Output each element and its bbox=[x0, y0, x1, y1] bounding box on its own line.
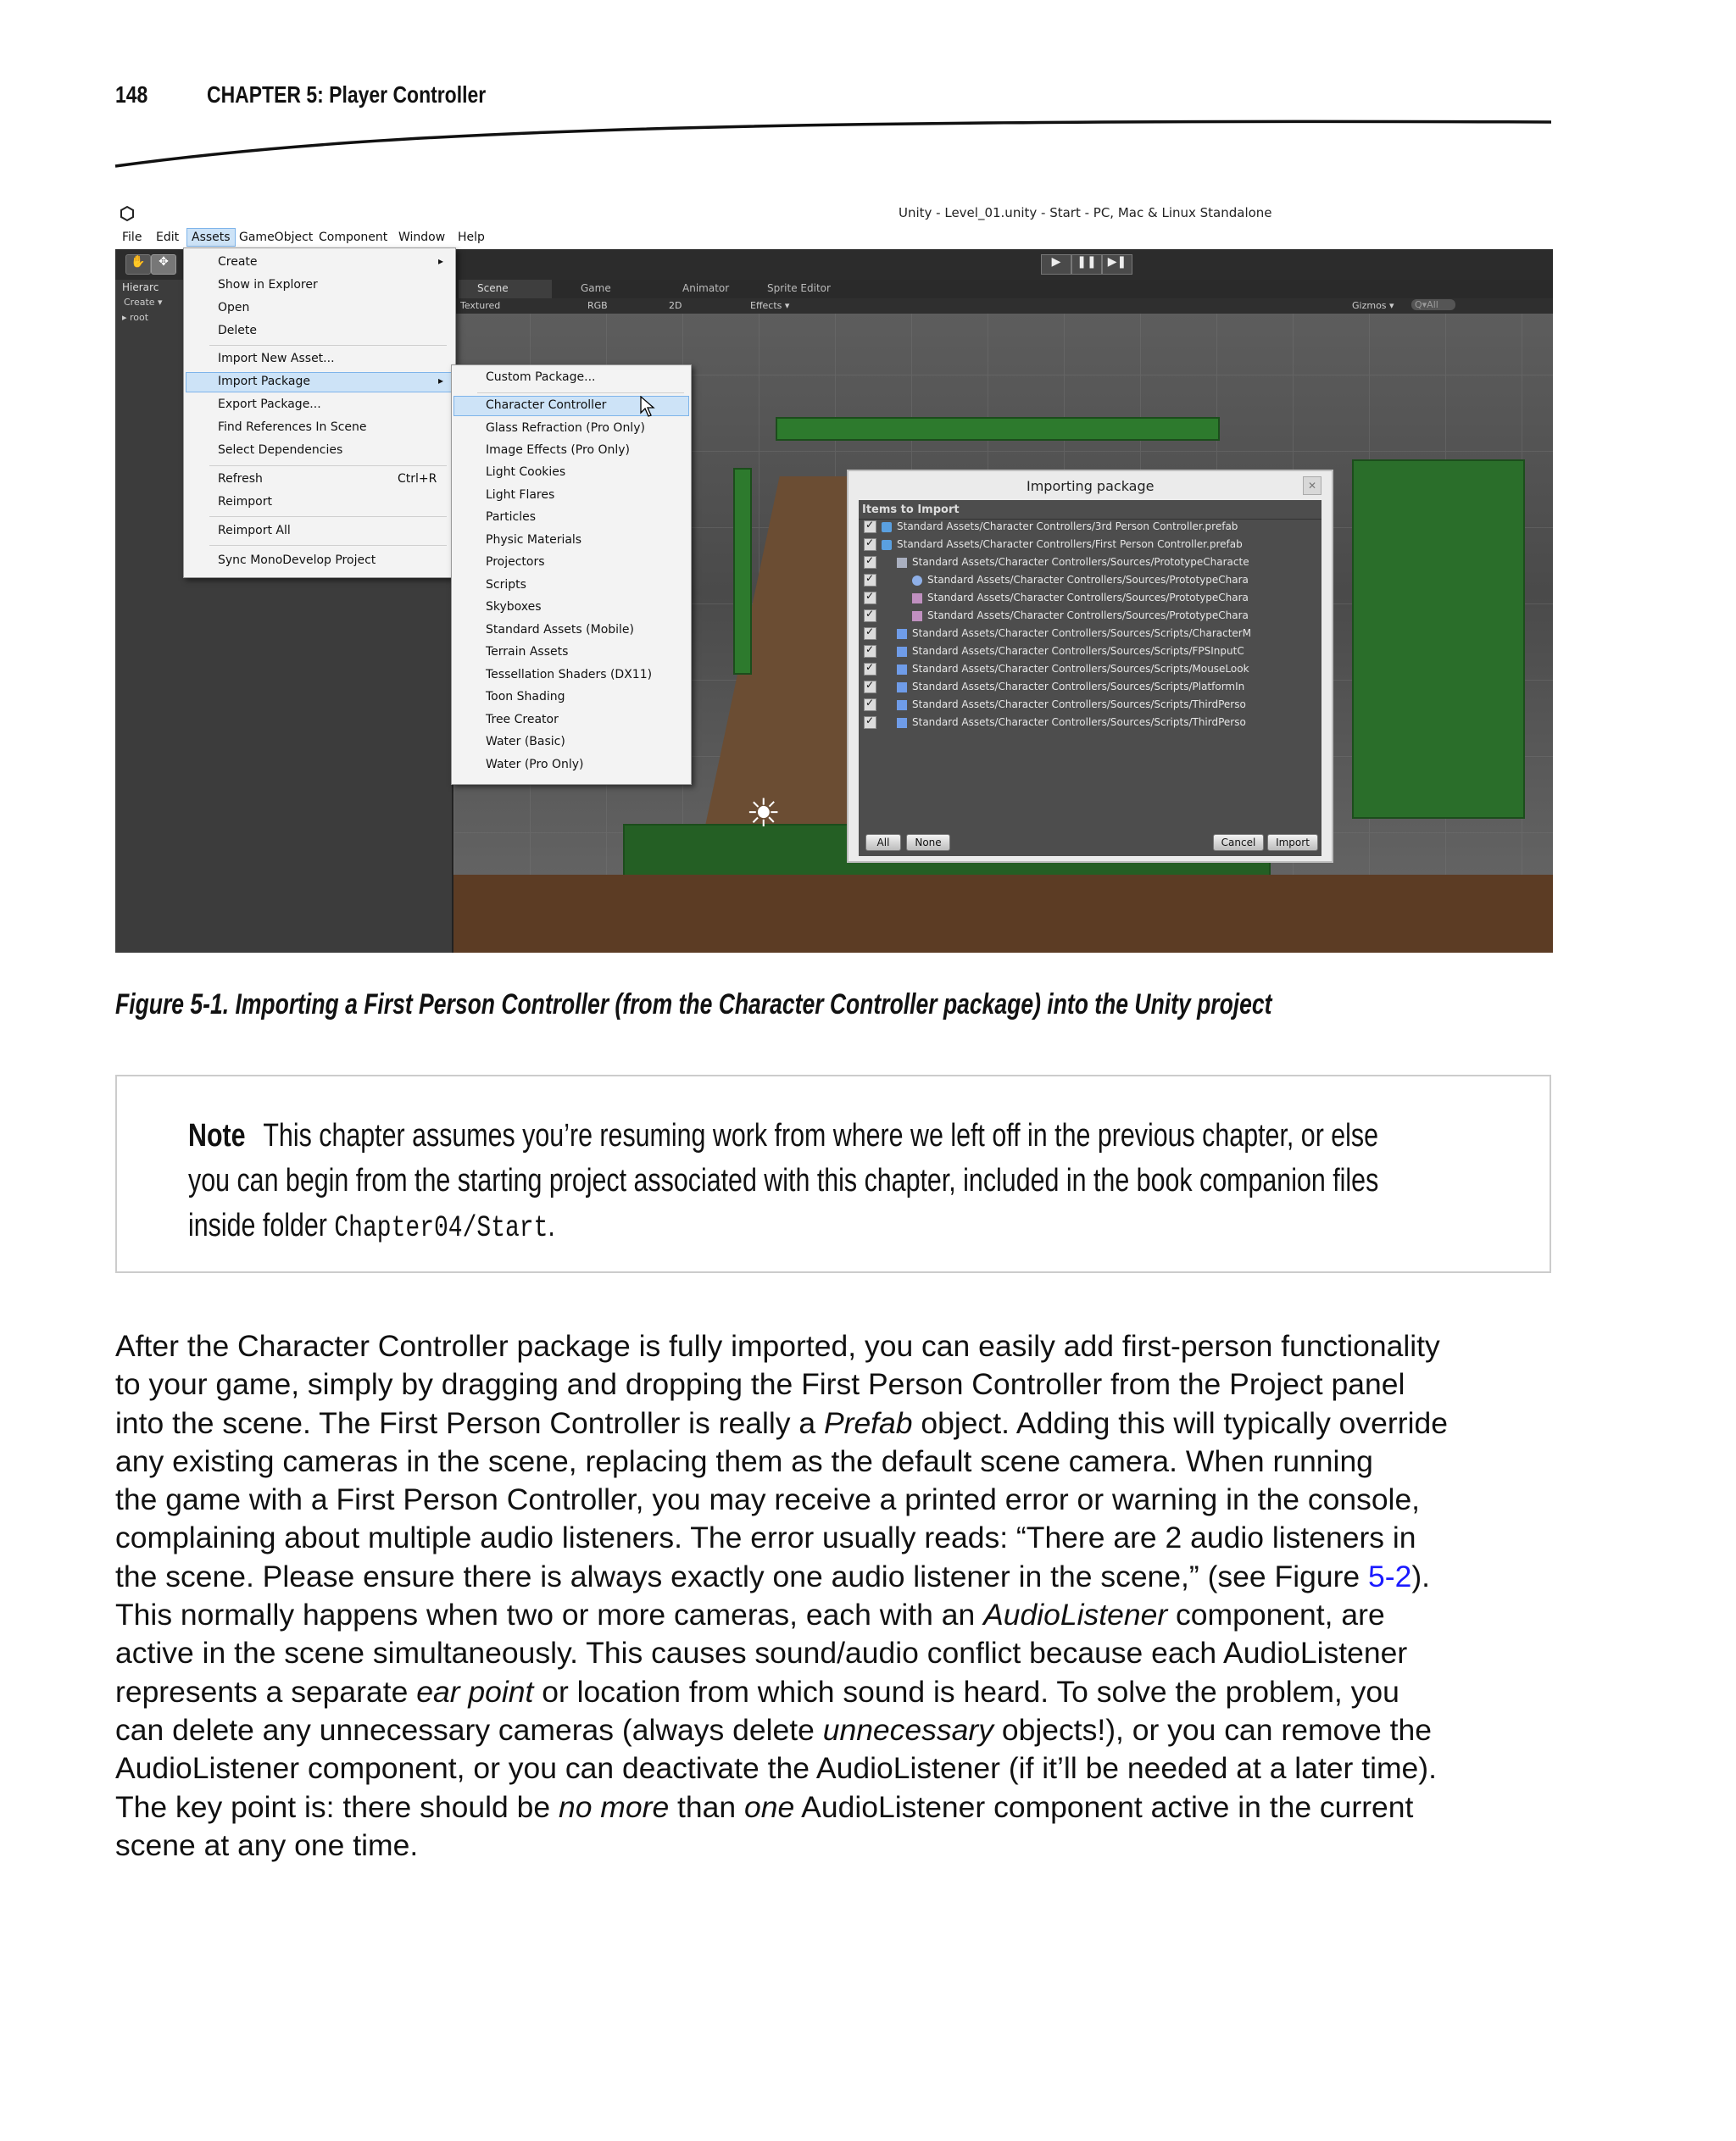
note-box bbox=[115, 1075, 1551, 1273]
item-path: Standard Assets/Character Controllers/Sources/Scripts/CharacterM bbox=[912, 627, 1252, 639]
import-item[interactable] bbox=[864, 520, 1318, 538]
play-button[interactable]: ▶ bbox=[1041, 254, 1071, 275]
submenu-light-flares[interactable]: Light Flares bbox=[486, 488, 555, 502]
figure-caption: Figure 5-1. Importing a First Person Controller (from the Character Controller package) into the Unity project bbox=[115, 988, 1272, 1020]
submenu-standard-assets-mobile[interactable]: Standard Assets (Mobile) bbox=[486, 623, 634, 637]
item-path: Standard Assets/Character Controllers/Sources/PrototypeCharacte bbox=[912, 556, 1249, 568]
import-item[interactable] bbox=[864, 592, 1318, 609]
all-button[interactable]: All bbox=[865, 834, 901, 851]
hierarchy-tab[interactable]: Hierarc bbox=[122, 281, 159, 293]
menu-gameobject[interactable]: GameObject bbox=[239, 231, 314, 244]
menu-edit[interactable]: Edit bbox=[156, 231, 180, 244]
checkbox[interactable] bbox=[864, 609, 876, 622]
body-line: AudioListener component, or you can deactivate the AudioListener (if it’ll be needed at a later time). bbox=[115, 1751, 1437, 1786]
menu-item-show-in-explorer[interactable]: Show in Explorer bbox=[218, 278, 318, 292]
item-path: Standard Assets/Character Controllers/First Person Controller.prefab bbox=[897, 538, 1243, 550]
import-package-submenu-arrow: ▸ bbox=[438, 375, 444, 386]
import-item[interactable] bbox=[864, 663, 1318, 681]
import-item[interactable] bbox=[864, 681, 1318, 698]
item-path: Standard Assets/Character Controllers/Sources/Scripts/FPSInputC bbox=[912, 645, 1244, 657]
body-line: into the scene. The First Person Controller is really a Prefab object. Adding this will typically override bbox=[115, 1405, 1448, 1440]
scene-tab[interactable] bbox=[459, 280, 552, 298]
menu-help[interactable]: Help bbox=[458, 231, 485, 244]
script-icon bbox=[897, 682, 907, 692]
script-icon bbox=[897, 700, 907, 710]
note-line: This chapter assumes you’re resuming work from where we left off in the previous chapter, or else bbox=[263, 1118, 1379, 1154]
texture-icon bbox=[912, 611, 922, 621]
pause-button[interactable]: ❚❚ bbox=[1071, 254, 1102, 275]
menu-separator bbox=[209, 516, 447, 517]
none-button[interactable]: None bbox=[906, 834, 950, 851]
scene-wall-1 bbox=[733, 468, 752, 675]
texture-icon bbox=[912, 593, 922, 603]
unity-logo-icon bbox=[119, 205, 136, 222]
import-item[interactable] bbox=[864, 574, 1318, 592]
menu-separator bbox=[209, 345, 447, 346]
submenu-terrain-assets[interactable]: Terrain Assets bbox=[486, 645, 569, 659]
submenu-tree-creator[interactable]: Tree Creator bbox=[486, 713, 559, 726]
menu-bar bbox=[115, 227, 1553, 250]
note-line: you can begin from the starting project associated with this chapter, included in the book companion files bbox=[188, 1163, 1379, 1198]
checkbox[interactable] bbox=[864, 663, 876, 676]
dialog-title: Importing package bbox=[1027, 478, 1155, 494]
submenu-glass-refraction[interactable]: Glass Refraction (Pro Only) bbox=[486, 421, 645, 435]
menu-item-delete[interactable]: Delete bbox=[218, 324, 257, 337]
submenu-projectors[interactable]: Projectors bbox=[486, 555, 545, 569]
menu-item-reimport[interactable]: Reimport bbox=[218, 495, 272, 509]
material-icon bbox=[912, 576, 922, 586]
animator-tab[interactable]: Animator bbox=[682, 282, 730, 294]
checkbox[interactable] bbox=[864, 538, 876, 551]
menu-item-refresh[interactable]: Refresh bbox=[218, 472, 263, 486]
menu-item-sync-monodevelop[interactable]: Sync MonoDevelop Project bbox=[218, 553, 376, 567]
menu-file[interactable]: File bbox=[122, 231, 142, 244]
body-line: active in the scene simultaneously. This causes sound/audio conflict because each AudioListener bbox=[115, 1636, 1408, 1671]
menu-separator bbox=[209, 545, 447, 546]
window-titlebar bbox=[115, 200, 1553, 227]
body-paragraph bbox=[115, 1327, 1556, 1865]
submenu-particles[interactable]: Particles bbox=[486, 510, 537, 524]
checkbox[interactable] bbox=[864, 627, 876, 640]
import-item[interactable] bbox=[864, 698, 1318, 716]
items-header-bar bbox=[859, 519, 1321, 520]
body-line: the scene. Please ensure there is always exactly one audio listener in the scene,” (see Figure 5-2). bbox=[115, 1559, 1430, 1593]
sprite-editor-tab[interactable]: Sprite Editor bbox=[767, 282, 831, 294]
menu-item-import-new-asset[interactable]: Import New Asset... bbox=[218, 352, 335, 365]
checkbox[interactable] bbox=[864, 592, 876, 604]
checkbox[interactable] bbox=[864, 698, 876, 711]
import-package-submenu bbox=[451, 364, 692, 785]
import-item[interactable] bbox=[864, 627, 1318, 645]
submenu-toon-shading[interactable]: Toon Shading bbox=[486, 690, 565, 703]
item-path: Standard Assets/Character Controllers/Sources/PrototypeChara bbox=[927, 609, 1249, 621]
body-line: the game with a First Person Controller, you may receive a printed error or warning in the console, bbox=[115, 1482, 1421, 1517]
checkbox[interactable] bbox=[864, 556, 876, 569]
light-gizmo-icon: ☀ bbox=[746, 790, 782, 836]
checkbox[interactable] bbox=[864, 645, 876, 658]
refresh-shortcut: Ctrl+R bbox=[398, 472, 437, 486]
note-label: Note bbox=[188, 1118, 246, 1154]
body-line: any existing cameras in the scene, replacing them as the default scene camera. When running bbox=[115, 1443, 1373, 1478]
prefab-icon bbox=[882, 522, 892, 532]
scene-search[interactable]: Q▾All bbox=[1411, 299, 1455, 310]
body-line: represents a separate ear point or location from which sound is heard. To solve the problem, you bbox=[115, 1674, 1399, 1709]
import-item[interactable] bbox=[864, 716, 1318, 734]
item-path: Standard Assets/Character Controllers/Sources/PrototypeChara bbox=[927, 574, 1249, 586]
submenu-scripts[interactable]: Scripts bbox=[486, 578, 526, 592]
menu-item-select-dependencies[interactable]: Select Dependencies bbox=[218, 443, 343, 457]
scene-wall-4 bbox=[1352, 459, 1525, 819]
create-submenu-arrow: ▸ bbox=[438, 255, 444, 267]
item-path: Standard Assets/Character Controllers/Sources/Scripts/PlatformIn bbox=[912, 681, 1245, 692]
import-button[interactable]: Import bbox=[1267, 834, 1318, 851]
items-to-import-header: Items to Import bbox=[862, 503, 960, 516]
shading-mode[interactable]: Textured bbox=[460, 300, 501, 311]
item-path: Standard Assets/Character Controllers/Sources/Scripts/MouseLook bbox=[912, 663, 1249, 675]
body-line: scene at any one time. bbox=[115, 1827, 419, 1862]
scene-floor-2 bbox=[453, 875, 1553, 953]
script-icon bbox=[897, 629, 907, 639]
body-line: This normally happens when two or more cameras, each with an AudioListener component, are bbox=[115, 1598, 1385, 1632]
checkbox[interactable] bbox=[864, 520, 876, 533]
submenu-physic-materials[interactable]: Physic Materials bbox=[486, 533, 582, 547]
menu-item-open[interactable]: Open bbox=[218, 301, 250, 314]
dialog-close-button[interactable]: ✕ bbox=[1303, 476, 1321, 495]
submenu-character-controller[interactable]: Character Controller bbox=[486, 398, 607, 412]
note-text bbox=[188, 1114, 1379, 1251]
body-line: can delete any unnecessary cameras (always delete unnecessary objects!), or you can remove the bbox=[115, 1712, 1432, 1747]
scene-options-bar bbox=[453, 298, 1553, 314]
menu-item-import-package[interactable]: Import Package bbox=[218, 375, 310, 388]
menu-item-find-references[interactable]: Find References In Scene bbox=[218, 420, 367, 434]
figure-5-2-link[interactable]: 5-2 bbox=[1368, 1559, 1412, 1593]
window-title: Unity - Level_01.unity - Start - PC, Mac & Linux Standalone bbox=[899, 205, 1272, 220]
submenu-separator bbox=[477, 392, 684, 393]
header-swoosh bbox=[110, 110, 1560, 171]
script-icon bbox=[897, 718, 907, 728]
gizmos-dropdown[interactable]: Gizmos ▾ bbox=[1352, 300, 1394, 311]
note-line-end: . bbox=[548, 1208, 555, 1243]
hand-tool-button[interactable]: ✋ bbox=[125, 254, 151, 275]
importing-package-dialog bbox=[847, 470, 1333, 863]
game-tab[interactable]: Game bbox=[581, 282, 611, 294]
step-button[interactable]: ▶❚ bbox=[1102, 254, 1132, 275]
mouse-cursor-icon bbox=[640, 396, 655, 418]
menu-item-export-package[interactable]: Export Package... bbox=[218, 398, 321, 411]
submenu-custom-package[interactable]: Custom Package... bbox=[486, 370, 596, 384]
submenu-skyboxes[interactable]: Skyboxes bbox=[486, 600, 542, 614]
script-icon bbox=[897, 647, 907, 657]
menu-item-create[interactable]: Create bbox=[218, 255, 258, 269]
scene-tab-label: Scene bbox=[477, 282, 509, 294]
chapter-title: CHAPTER 5: Player Controller bbox=[207, 81, 487, 108]
import-item[interactable] bbox=[864, 645, 1318, 663]
item-path: Standard Assets/Character Controllers/Sources/Scripts/ThirdPerso bbox=[912, 698, 1246, 710]
dialog-body bbox=[859, 500, 1321, 856]
submenu-tessellation-shaders[interactable]: Tessellation Shaders (DX11) bbox=[486, 668, 653, 681]
menu-assets[interactable]: Assets bbox=[186, 228, 236, 247]
assets-menu bbox=[183, 247, 456, 578]
menu-separator bbox=[209, 465, 447, 466]
hierarchy-root[interactable]: ▸ root bbox=[122, 312, 149, 323]
item-path: Standard Assets/Character Controllers/Sources/Scripts/ThirdPerso bbox=[912, 716, 1246, 728]
submenu-water-pro[interactable]: Water (Pro Only) bbox=[486, 758, 584, 771]
body-line: complaining about multiple audio listeners. The error usually reads: “There are 2 audio listeners in bbox=[115, 1521, 1416, 1555]
note-line: inside folder bbox=[188, 1208, 335, 1243]
item-path: Standard Assets/Character Controllers/Sources/PrototypeChara bbox=[927, 592, 1249, 603]
menu-item-reimport-all[interactable]: Reimport All bbox=[218, 524, 291, 537]
import-item[interactable] bbox=[864, 609, 1318, 627]
menu-component[interactable]: Component bbox=[319, 231, 388, 244]
hierarchy-create[interactable]: Create ▾ bbox=[124, 297, 163, 308]
submenu-water-basic[interactable]: Water (Basic) bbox=[486, 735, 565, 748]
unity-screenshot-figure bbox=[115, 200, 1553, 953]
folder-path: Chapter04/Start bbox=[334, 1211, 548, 1245]
import-item[interactable] bbox=[864, 538, 1318, 556]
item-path: Standard Assets/Character Controllers/3rd Person Controller.prefab bbox=[897, 520, 1238, 532]
body-line: to your game, simply by dragging and dropping the First Person Controller from the Project panel bbox=[115, 1367, 1405, 1402]
prefab-icon bbox=[882, 540, 892, 550]
menu-window[interactable]: Window bbox=[398, 231, 446, 244]
color-mode[interactable]: RGB bbox=[587, 300, 608, 311]
page-number: 148 bbox=[115, 81, 148, 108]
import-item[interactable] bbox=[864, 556, 1318, 574]
effects-dropdown[interactable]: Effects ▾ bbox=[750, 300, 790, 311]
body-line: The key point is: there should be no more than one AudioListener component active in the current bbox=[115, 1789, 1414, 1824]
scene-tabs-row bbox=[453, 280, 1553, 298]
checkbox[interactable] bbox=[864, 574, 876, 587]
checkbox[interactable] bbox=[864, 716, 876, 729]
body-line: After the Character Controller package is fully imported, you can easily add first-person functionality bbox=[115, 1329, 1440, 1363]
toggle-2d[interactable]: 2D bbox=[669, 300, 682, 311]
submenu-light-cookies[interactable]: Light Cookies bbox=[486, 465, 566, 479]
mesh-icon bbox=[897, 558, 907, 568]
cancel-button[interactable]: Cancel bbox=[1213, 834, 1264, 851]
checkbox[interactable] bbox=[864, 681, 876, 693]
script-icon bbox=[897, 665, 907, 675]
scene-wall-2 bbox=[776, 417, 1220, 441]
submenu-image-effects[interactable]: Image Effects (Pro Only) bbox=[486, 443, 630, 457]
move-tool-button[interactable]: ✥ bbox=[151, 254, 176, 275]
